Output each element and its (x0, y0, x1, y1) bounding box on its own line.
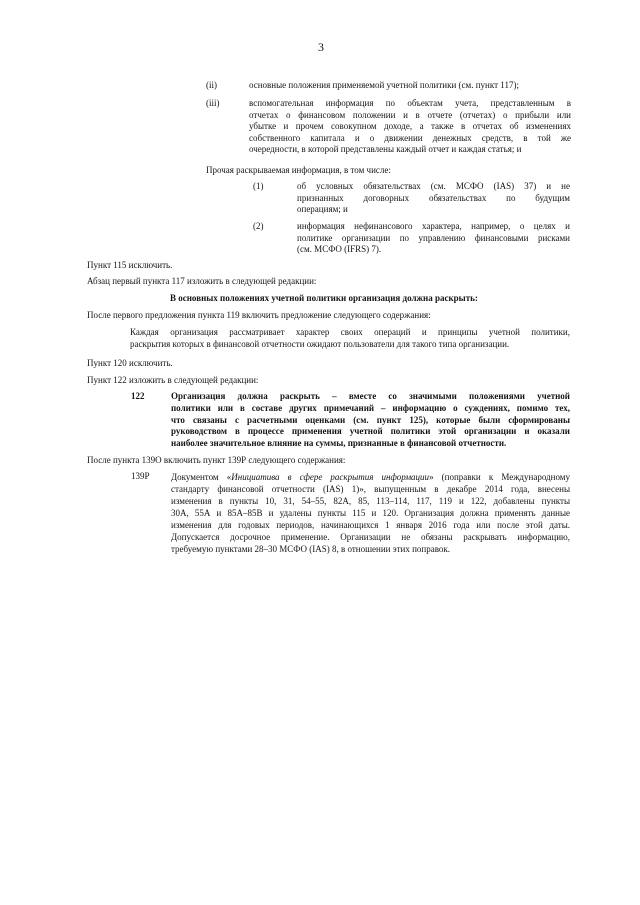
para-139p-text (171, 471, 570, 555)
document-title-italic: Инициатива в сфере раскрытия информации (231, 472, 430, 482)
line: убытке и прочем совокупном доходе, а также в отчетах об изменениях (249, 121, 571, 131)
item-marker-2: (2) (253, 221, 264, 231)
line: Организация должна раскрыть – вместе со значимыми положениями учетной (171, 391, 570, 401)
line: что связаны с расчетными оценками (см. пункт 125), которые были сформированы (171, 414, 570, 425)
line: наиболее значительное влияние на суммы, признанные в финансовой отчетности. (171, 438, 507, 449)
line: отчетах о финансовом положении и в отчете (отчетах) о прибыли или (249, 109, 571, 120)
list-item-iii-text (249, 98, 571, 156)
line: раскрытия которых в финансовой отчетности ожидают пользователи для такого типа организации. (130, 339, 510, 349)
item-marker-1: (1) (253, 181, 264, 191)
para-120-deleted: Пункт 120 исключить. (87, 358, 173, 368)
line: (см. МСФО (IFRS) 7). (297, 244, 382, 254)
para-119-intro: После первого предложения пункта 119 включить предложение следующего содержания: (87, 310, 431, 320)
para-115-deleted: Пункт 115 исключить. (87, 260, 173, 270)
item-2-text (297, 221, 570, 256)
line: политики или в составе других примечаний – информацию о суждениях, помимо тех, (171, 402, 570, 413)
line: 30А, 55А и 85А–85В и удалены пункты 115 и 120. Организация должна применять данные (171, 508, 570, 518)
line: изменения для годовых периодов, начинающихся 1 января 2016 года или после этой даты. (171, 520, 570, 530)
line: вспомогательная информация по объектам учета, представленным в (249, 98, 571, 108)
line: требуемую пунктами 28–30 МСФО (IAS) 8, в отношении этих поправок. (171, 544, 451, 554)
line: изменения в пункты 10, 31, 54–55, 82А, 85, 113–114, 117, 119 и 122, добавлены пункты (171, 496, 570, 506)
line: признанных договорных обязательствах по будущим (297, 192, 570, 203)
para-122-intro: Пункт 122 изложить в следующей редакции: (87, 375, 259, 385)
para-122-number: 122 (131, 391, 145, 401)
other-disclosures-heading: Прочая раскрываемая информация, в том числе: (206, 165, 391, 175)
line: Допускается досрочное применение. Организации не обязаны раскрывать информацию, (171, 532, 570, 542)
list-marker-ii: (ii) (206, 80, 217, 90)
para-117-text: В основных положениях учетной политики организация должна раскрыть: (170, 293, 478, 303)
line-prefix: Документом « (171, 472, 232, 482)
line: информация нефинансового характера, например, о целях и (297, 221, 570, 231)
para-139p-number: 139Р (131, 471, 150, 481)
line: политике организации по управлению финансовыми рисками (297, 232, 570, 243)
line (171, 471, 570, 483)
line: стандарту финансовой отчетности (IAS) 1)», выпущенным в декабре 2014 года, внесены (171, 484, 570, 494)
line-suffix: » (поправки к Международному (429, 472, 570, 482)
line: очередности, в которой представлены каждый отчет и каждая статья; и (249, 144, 522, 154)
para-122-text (171, 391, 570, 450)
item-1-text (297, 181, 570, 216)
page-number: 3 (318, 40, 324, 54)
line: операциям; и (297, 204, 348, 214)
line: Каждая организация рассматривает характер своих операций и принципы учетной политики, (130, 327, 570, 337)
line: собственного капитала и о движении денежных средств, в той же (249, 132, 571, 143)
line: об условных обязательствах (см. МСФО (IAS) 37) и не (297, 181, 570, 191)
para-119-text (130, 326, 570, 350)
para-139p-intro: После пункта 139О включить пункт 139Р следующего содержания: (87, 455, 346, 465)
list-item-ii-text: основные положения применяемой учетной политики (см. пункт 117); (249, 80, 519, 90)
para-117-intro: Абзац первый пункта 117 изложить в следующей редакции: (87, 276, 317, 286)
list-marker-iii: (iii) (206, 98, 220, 108)
line: руководством в процессе применения учетной политики этой организации и оказали (171, 426, 570, 437)
